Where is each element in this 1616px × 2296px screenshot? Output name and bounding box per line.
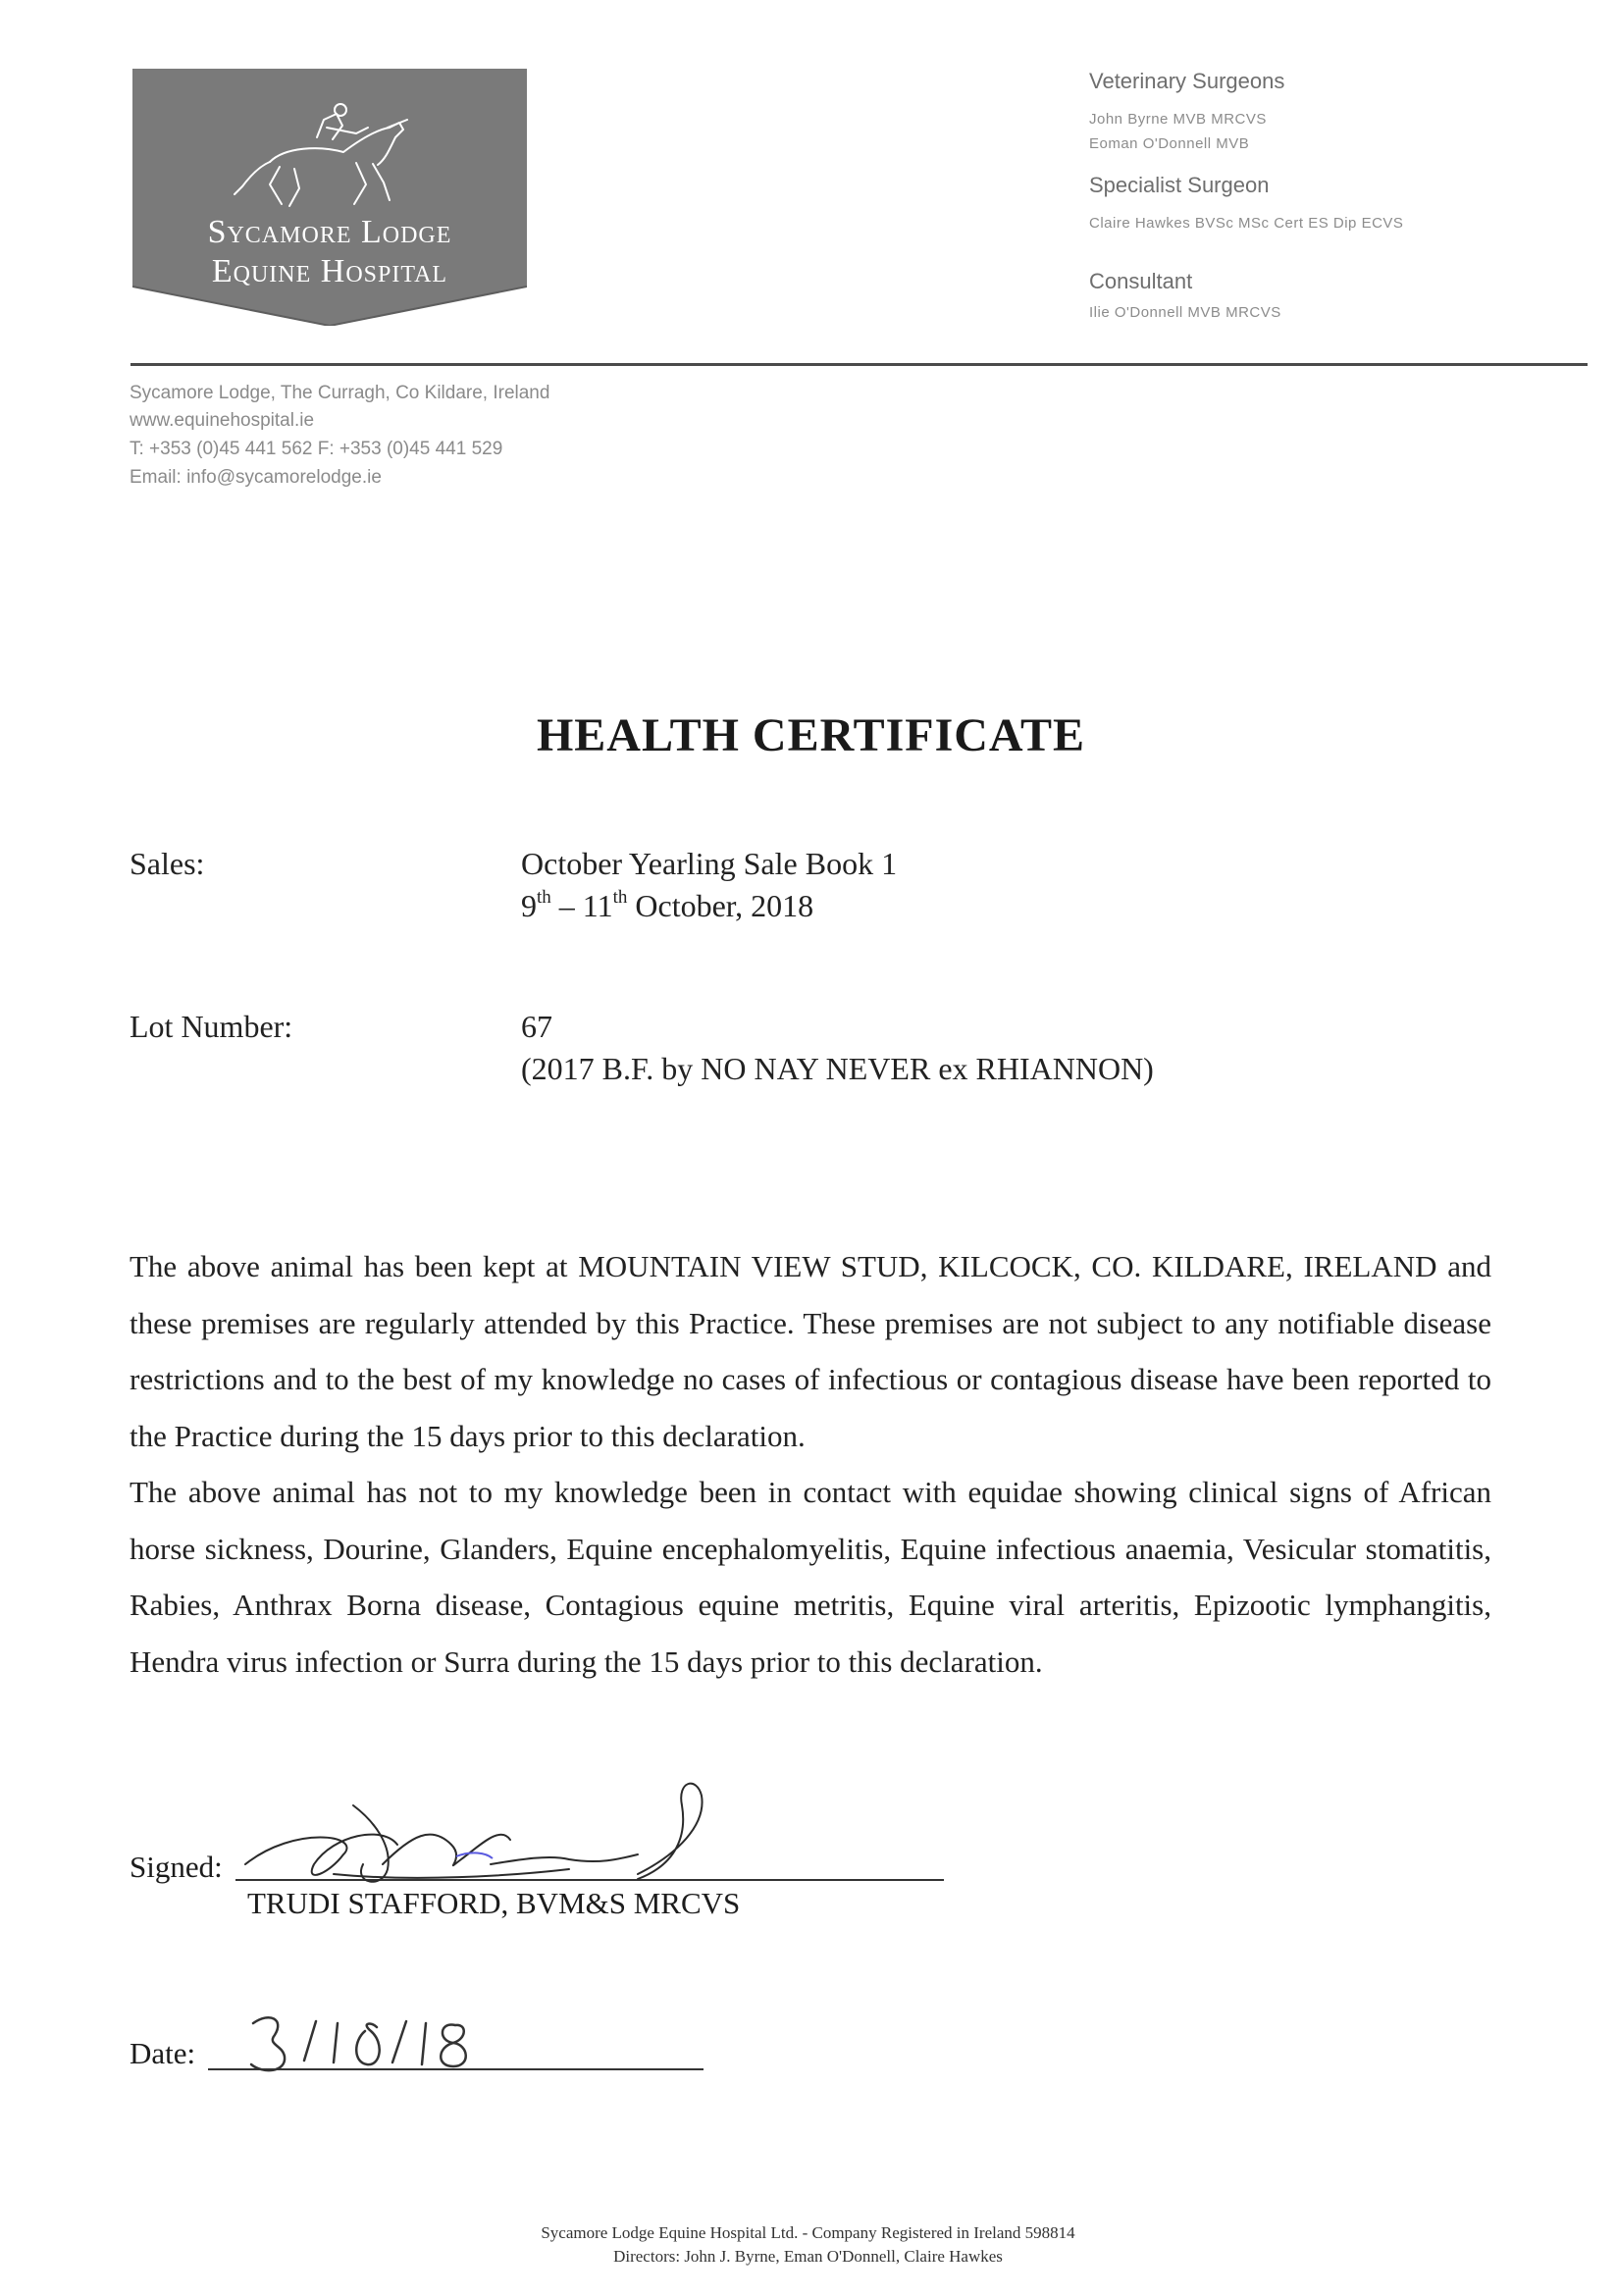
vet-surgeon-name-2: Eoman O'Donnell MVB bbox=[1089, 135, 1250, 152]
lot-number-value: 67 bbox=[521, 1009, 552, 1044]
handwritten-date bbox=[245, 2002, 500, 2080]
sales-name: October Yearling Sale Book 1 bbox=[521, 846, 898, 881]
vet-surgeons-heading: Veterinary Surgeons bbox=[1089, 69, 1285, 93]
specialist-surgeon-name: Claire Hawkes BVSc MSc Cert ES Dip ECVS bbox=[1089, 215, 1404, 232]
phone-fax-line: T: +353 (0)45 441 562 F: +353 (0)45 441 529 bbox=[130, 439, 503, 459]
sales-day-to-suffix: th bbox=[612, 887, 628, 908]
address-line: Sycamore Lodge, The Curragh, Co Kildare, Ireland bbox=[130, 383, 550, 403]
logo-text-line-1: Sycamore Lodge bbox=[207, 214, 452, 250]
signatory-name: TRUDI STAFFORD, BVM&S MRCVS bbox=[247, 1886, 741, 1920]
declaration-paragraph-2: The above animal has not to my knowledge been in contact with equidae showing clinical signs of African horse sickness, Dourine, Glanders, Equine encephalomyelitis, Equine infectious anaemia, Vesicular stomatitis, Rabies, Anthrax Borna disease, Contagious equine metritis, Equine viral arteritis, Epizootic lymphangitis, Hendra virus infection or Surra during the 15 days prior to this declaration. bbox=[130, 1475, 1491, 1679]
document-title bbox=[0, 708, 1616, 762]
sales-day-to: 11 bbox=[582, 888, 613, 923]
lot-description: (2017 B.F. by NO NAY NEVER ex RHIANNON) bbox=[521, 1051, 1154, 1086]
logo-text-line-2: Equine Hospital bbox=[211, 253, 448, 289]
consultant-name: Ilie O'Donnell MVB MRCVS bbox=[1089, 304, 1281, 321]
vet-surgeon-name-1: John Byrne MVB MRCVS bbox=[1089, 111, 1267, 128]
date-label: Date: bbox=[130, 2036, 196, 2070]
sales-dates bbox=[521, 888, 813, 924]
lot-number-label: Lot Number: bbox=[130, 1009, 293, 1044]
declaration-body bbox=[130, 1238, 1491, 1690]
email-line: Email: info@sycamorelodge.ie bbox=[130, 467, 382, 488]
handwritten-signature bbox=[216, 1766, 765, 1904]
header-divider bbox=[130, 363, 1588, 366]
title-text: HEALTH CERTIFICATE bbox=[536, 709, 1086, 761]
signed-label: Signed: bbox=[130, 1850, 223, 1884]
sales-label: Sales: bbox=[130, 846, 205, 881]
sales-date-dash: – bbox=[550, 888, 583, 923]
consultant-heading: Consultant bbox=[1089, 269, 1193, 293]
hospital-logo bbox=[132, 69, 527, 326]
footer-company-line: Sycamore Lodge Equine Hospital Ltd. - Company Registered in Ireland 598814 bbox=[541, 2223, 1075, 2242]
sales-month-year: October, 2018 bbox=[627, 888, 814, 923]
specialist-surgeon-heading: Specialist Surgeon bbox=[1089, 173, 1270, 197]
footer-directors-line: Directors: John J. Byrne, Eman O'Donnell, Claire Hawkes bbox=[613, 2247, 1003, 2266]
declaration-paragraph-1: The above animal has been kept at MOUNTAIN VIEW STUD, KILCOCK, CO. KILDARE, IRELAND and these premises are regularly attended by this Practice. These premises are not subject to any notifiable disease restrictions and to the best of my knowledge no cases of infectious or contagious disease have been reported to the Practice during the 15 days prior to this declaration. bbox=[130, 1249, 1491, 1453]
sales-day-from: 9 bbox=[521, 888, 537, 923]
website-line: www.equinehospital.ie bbox=[130, 410, 315, 431]
sales-day-from-suffix: th bbox=[537, 887, 551, 908]
